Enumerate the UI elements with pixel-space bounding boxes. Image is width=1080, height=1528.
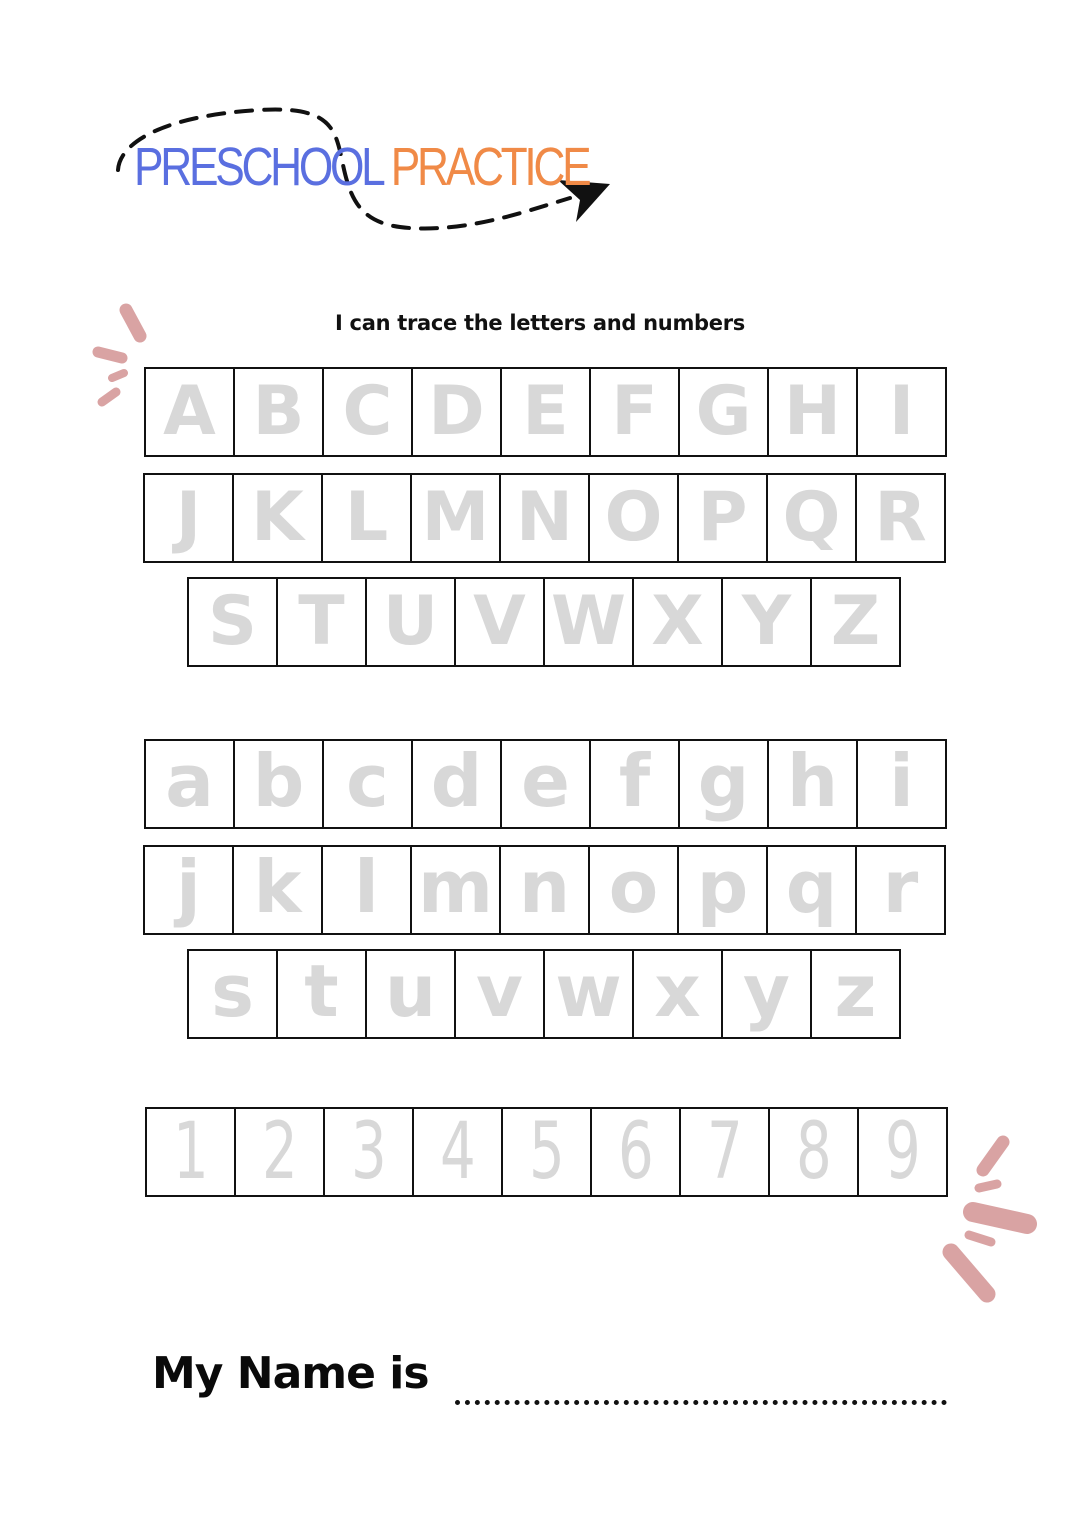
trace-cell: M	[412, 475, 501, 561]
trace-cell: Y	[723, 579, 812, 665]
trace-cell: W	[545, 579, 634, 665]
trace-number: 4	[439, 1107, 476, 1197]
trace-cell: N	[501, 475, 590, 561]
trace-cell	[503, 1109, 592, 1195]
trace-cell	[770, 1109, 859, 1195]
trace-cell: V	[456, 579, 545, 665]
trace-cell: e	[502, 741, 591, 827]
trace-cell: E	[502, 369, 591, 455]
trace-cell: B	[235, 369, 324, 455]
trace-cell: x	[634, 951, 723, 1037]
worksheet-instructions: I can trace the letters and numbers	[335, 311, 745, 335]
trace-cell: r	[857, 847, 946, 933]
trace-cell: Q	[768, 475, 857, 561]
trace-cell: Z	[812, 579, 901, 665]
trace-cell: w	[545, 951, 634, 1037]
trace-cell: n	[501, 847, 590, 933]
trace-cell: h	[769, 741, 858, 827]
trace-cell: X	[634, 579, 723, 665]
trace-cell: L	[323, 475, 412, 561]
trace-cell: y	[723, 951, 812, 1037]
trace-number: 1	[172, 1107, 209, 1197]
lowercase-row-3	[187, 949, 901, 1039]
trace-number: 5	[528, 1107, 565, 1197]
trace-cell: j	[145, 847, 234, 933]
logo	[110, 100, 630, 240]
trace-cell: f	[591, 741, 680, 827]
name-label: My Name is	[152, 1348, 429, 1399]
trace-cell: s	[189, 951, 278, 1037]
trace-cell	[859, 1109, 948, 1195]
trace-cell: k	[234, 847, 323, 933]
trace-cell: A	[146, 369, 235, 455]
trace-cell: m	[412, 847, 501, 933]
trace-number: 3	[350, 1107, 387, 1197]
trace-number: 2	[261, 1107, 298, 1197]
uppercase-row-1	[144, 367, 947, 457]
trace-cell	[414, 1109, 503, 1195]
trace-cell: l	[323, 847, 412, 933]
uppercase-row-2	[143, 473, 946, 563]
trace-cell: J	[145, 475, 234, 561]
trace-cell: I	[858, 369, 947, 455]
trace-cell: p	[679, 847, 768, 933]
trace-cell	[681, 1109, 770, 1195]
numbers-row	[145, 1107, 948, 1197]
lowercase-row-2	[143, 845, 946, 935]
trace-cell: d	[413, 741, 502, 827]
trace-cell: K	[234, 475, 323, 561]
logo-word-preschool: PRESCHOOL	[134, 137, 383, 197]
trace-cell: b	[235, 741, 324, 827]
trace-cell: R	[857, 475, 946, 561]
trace-cell: H	[769, 369, 858, 455]
trace-cell: c	[324, 741, 413, 827]
trace-cell: O	[590, 475, 679, 561]
trace-cell: C	[324, 369, 413, 455]
trace-cell	[325, 1109, 414, 1195]
trace-cell: q	[768, 847, 857, 933]
logo-word-practice: PRACTICE	[390, 137, 589, 197]
trace-cell	[236, 1109, 325, 1195]
trace-cell: G	[680, 369, 769, 455]
burst-decoration-icon	[935, 1130, 1040, 1310]
name-write-line[interactable]	[455, 1400, 947, 1405]
trace-number: 6	[617, 1107, 654, 1197]
trace-cell: o	[590, 847, 679, 933]
trace-cell	[592, 1109, 681, 1195]
trace-cell: z	[812, 951, 901, 1037]
lowercase-row-1	[144, 739, 947, 829]
trace-cell	[147, 1109, 236, 1195]
trace-cell: T	[278, 579, 367, 665]
uppercase-row-3	[187, 577, 901, 667]
trace-number: 8	[795, 1107, 832, 1197]
trace-cell: g	[680, 741, 769, 827]
trace-cell: u	[367, 951, 456, 1037]
trace-cell: D	[413, 369, 502, 455]
trace-cell: t	[278, 951, 367, 1037]
trace-cell: i	[858, 741, 947, 827]
trace-number: 9	[884, 1107, 921, 1197]
trace-cell: P	[679, 475, 768, 561]
trace-cell: U	[367, 579, 456, 665]
trace-cell: a	[146, 741, 235, 827]
trace-cell: F	[591, 369, 680, 455]
trace-cell: S	[189, 579, 278, 665]
trace-cell: v	[456, 951, 545, 1037]
logo-text	[134, 137, 589, 197]
trace-number: 7	[706, 1107, 743, 1197]
